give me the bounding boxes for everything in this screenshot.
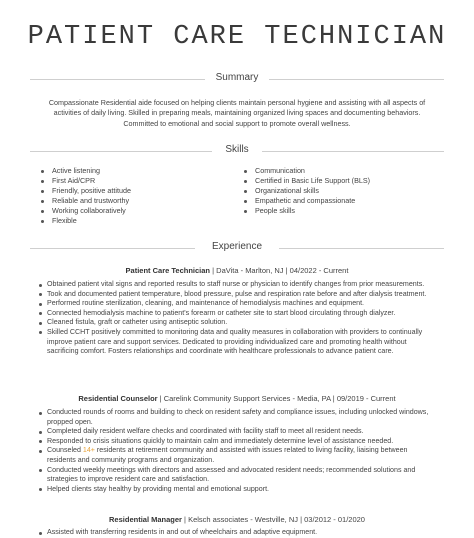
skill-item: Flexible (40, 216, 230, 226)
experience-title: Experience (211, 241, 263, 252)
duty-item: Cleaned fistula, graft or catheter using antiseptic solution. (38, 318, 436, 328)
duty-text: Counseled (47, 446, 83, 455)
summary-header (30, 73, 444, 85)
job-title: Residential Manager (109, 515, 182, 524)
duty-text: residents at retirement community and assisted with issues related to living facility, liaising between residents and community programs and organization. (47, 446, 408, 464)
skill-item: First Aid/CPR (40, 176, 230, 186)
job-details: | Kelsch associates - Westville, NJ | 03/2012 - 01/2020 (181, 515, 365, 524)
duty-item: Helped clients stay healthy by providing mental and emotional support. (38, 485, 436, 495)
duty-item: Conducted rounds of rooms and building to check on resident safety and compliance issues, including unlocked windows, propped open. (38, 408, 436, 427)
job-title: Patient Care Technician (125, 266, 211, 275)
skill-item: Working collaboratively (40, 206, 230, 216)
duty-item: Conducted weekly meetings with directors and assessed and advocated resident needs; recommended solutions and strategies to improve resident care and satisfaction. (38, 466, 436, 485)
divider (279, 248, 444, 249)
resident-count: 14+ (82, 446, 95, 455)
job-duties (38, 280, 436, 357)
job-details: | Carelink Community Support Services - Media, PA | 09/2019 - Current (157, 394, 396, 403)
divider (269, 79, 444, 80)
duty-item: Obtained patient vital signs and reported results to staff nurse or physician to identify changes from prior measurements. (38, 280, 436, 290)
skills-header (30, 145, 444, 157)
skill-item: Empathetic and compassionate (243, 196, 443, 206)
job-heading (0, 266, 474, 275)
skill-item: Certified in Basic Life Support (BLS) (243, 176, 443, 186)
skill-item: Active listening (40, 166, 230, 176)
skills-title: Skills (225, 144, 249, 155)
job-details: | DaVita - Marlton, NJ | 04/2022 - Current (210, 266, 349, 275)
skill-item: People skills (243, 206, 443, 216)
duty-item: Responded to crisis situations quickly to maintain calm and immediately determine level of assistance needed. (38, 437, 436, 447)
duty-item: Assisted with transferring residents in and out of wheelchairs and adaptive equipment. (38, 528, 436, 538)
summary-title: Summary (215, 72, 259, 83)
skill-item: Friendly, positive attitude (40, 186, 230, 196)
summary-text: Compassionate Residential aide focused on helping clients maintain personal hygiene and assisting with all aspects of activities of daily living. Skilled in preparing meals, maintaining organized living spaces and documenting behaviors. Committed to emotional and social support to promote overall wellness. (48, 98, 426, 128)
job-heading (0, 515, 474, 524)
job-duties (38, 408, 436, 494)
skill-item: Reliable and trustworthy (40, 196, 230, 206)
job-heading (0, 394, 474, 403)
duty-item: Completed daily resident welfare checks and coordinated with facility staff to meet all resident needs. (38, 427, 436, 437)
duty-item: Connected hemodialysis machine to patient's forearm or catheter site to start blood circulating through dialyzer. (38, 309, 436, 319)
duty-item (38, 446, 436, 465)
job-title: Residential Counselor (78, 394, 158, 403)
duty-item: Took and documented patient temperature, blood pressure, pulse and respiration rate before and after dialysis treatment. (38, 290, 436, 300)
skills-list-left (40, 166, 230, 226)
duty-item: Performed routine sterilization, cleaning, and maintenance of hemodialysis machines and equipment. (38, 299, 436, 309)
job-duties (38, 528, 436, 538)
duty-item: Skilled CCHT positively committed to monitoring data and quality measures in collaboration with providers to continually improve patient care and support services. Dedicated to providing individualized care and promoting health without sacrificing comfort. Fosters relationships and coordinate with healthcare professionals to advance patient care. (38, 328, 436, 357)
divider (262, 151, 444, 152)
resume-name: PATIENT CARE TECHNICIAN (27, 22, 447, 52)
skill-item: Organizational skills (243, 186, 443, 196)
skill-item: Communication (243, 166, 443, 176)
skills-list-right (243, 166, 443, 216)
experience-header (30, 242, 444, 254)
